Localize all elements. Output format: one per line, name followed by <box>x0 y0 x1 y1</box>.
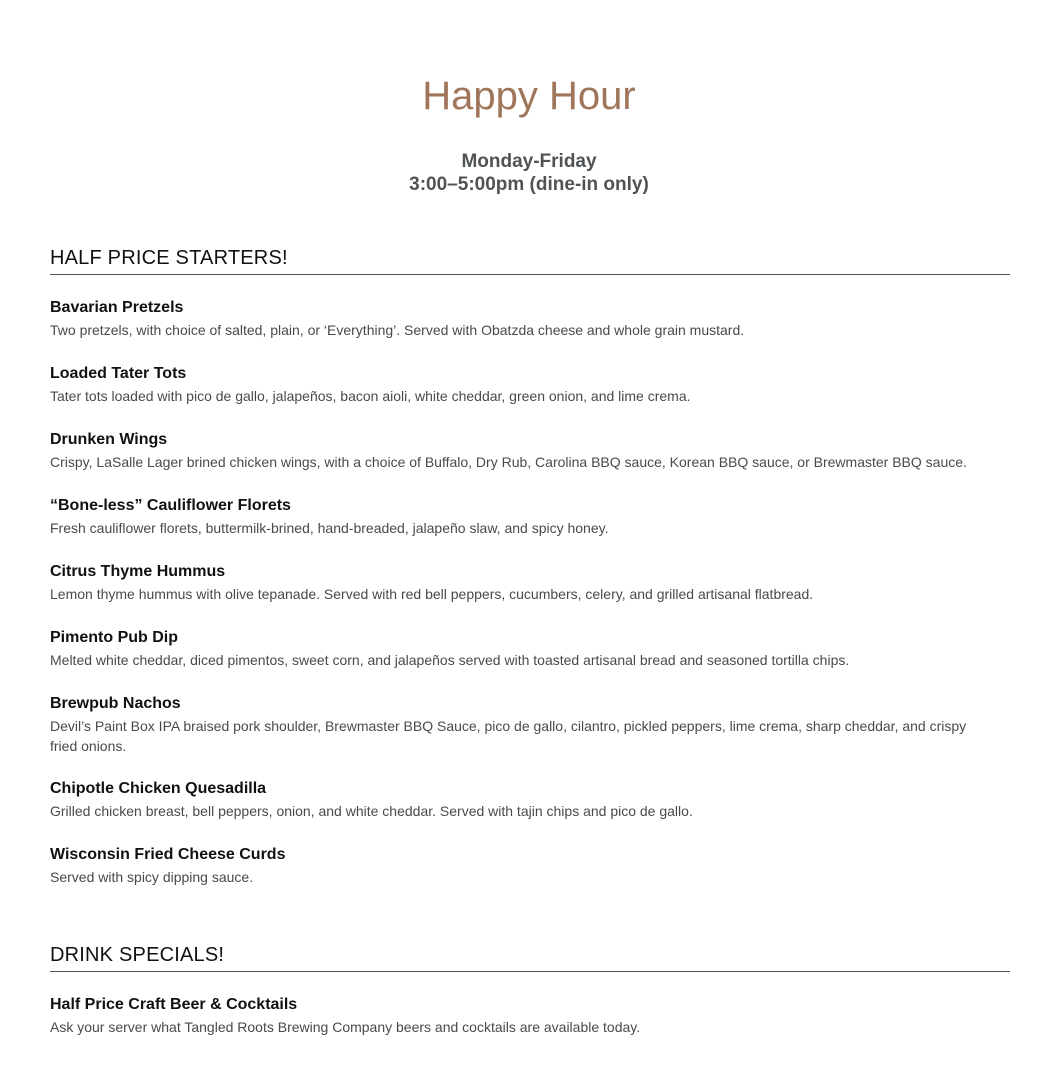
menu-item-name: Chipotle Chicken Quesadilla <box>50 780 267 797</box>
menu-item-name: Half Price Craft Beer & Cocktails <box>50 996 298 1013</box>
menu-item <box>50 628 995 670</box>
menu-item <box>50 845 995 887</box>
hours-time: 3:00–5:00pm (dine-in only) <box>409 174 649 195</box>
menu-item-name: Brewpub Nachos <box>50 695 181 712</box>
menu-item <box>50 430 995 472</box>
hours-days: Monday-Friday <box>461 151 597 172</box>
starters-heading: HALF PRICE STARTERS! <box>50 246 1010 275</box>
menu-item-description: Two pretzels, with choice of salted, plain, or ‘Everything’. Served with Obatzda cheese and whole grain mustard. <box>50 322 745 338</box>
menu-item <box>50 694 995 756</box>
menu-item-description: Fresh cauliflower florets, buttermilk-brined, hand-breaded, jalapeño slaw, and spicy honey. <box>50 520 609 536</box>
menu-item-name: Bavarian Pretzels <box>50 299 184 316</box>
menu-item <box>50 298 995 340</box>
menu-item <box>50 364 995 406</box>
menu-item-description: Melted white cheddar, diced pimentos, sweet corn, and jalapeños served with toasted artisanal bread and seasoned tortilla chips. <box>50 652 850 668</box>
drinks-heading: DRINK SPECIALS! <box>50 943 1010 972</box>
drinks-section <box>50 943 1010 972</box>
menu-item-name: “Bone-less” Cauliflower Florets <box>50 497 291 514</box>
menu-item-name: Pimento Pub Dip <box>50 629 178 646</box>
menu-item-description: Crispy, LaSalle Lager brined chicken wings, with a choice of Buffalo, Dry Rub, Carolina BBQ sauce, Korean BBQ sauce, or Brewmaster BBQ sauce. <box>50 454 967 470</box>
menu-item-name: Citrus Thyme Hummus <box>50 563 226 580</box>
page-title: Happy Hour <box>422 74 636 118</box>
menu-item-name: Drunken Wings <box>50 431 168 448</box>
menu-item-description: Lemon thyme hummus with olive tepanade. Served with red bell peppers, cucumbers, celery, and grilled artisanal flatbread. <box>50 586 814 602</box>
hours-block <box>0 150 1051 196</box>
menu-item-name: Wisconsin Fried Cheese Curds <box>50 846 286 863</box>
menu-item <box>50 779 995 821</box>
starters-section <box>50 246 1010 275</box>
menu-item <box>50 496 995 538</box>
menu-item-description: Served with spicy dipping sauce. <box>50 869 254 885</box>
menu-item-name: Loaded Tater Tots <box>50 365 187 382</box>
menu-item-description: Grilled chicken breast, bell peppers, onion, and white cheddar. Served with tajin chips and pico de gallo. <box>50 803 693 819</box>
menu-item <box>50 995 995 1037</box>
menu-item-description: Tater tots loaded with pico de gallo, jalapeños, bacon aioli, white cheddar, green onion, and lime crema. <box>50 388 691 404</box>
menu-item-description: Ask your server what Tangled Roots Brewing Company beers and cocktails are available today. <box>50 1019 641 1035</box>
menu-item <box>50 562 995 604</box>
menu-item-description: Devil’s Paint Box IPA braised pork shoulder, Brewmaster BBQ Sauce, pico de gallo, cilantro, pickled peppers, lime crema, sharp cheddar, and crispy fried onions. <box>50 718 967 754</box>
